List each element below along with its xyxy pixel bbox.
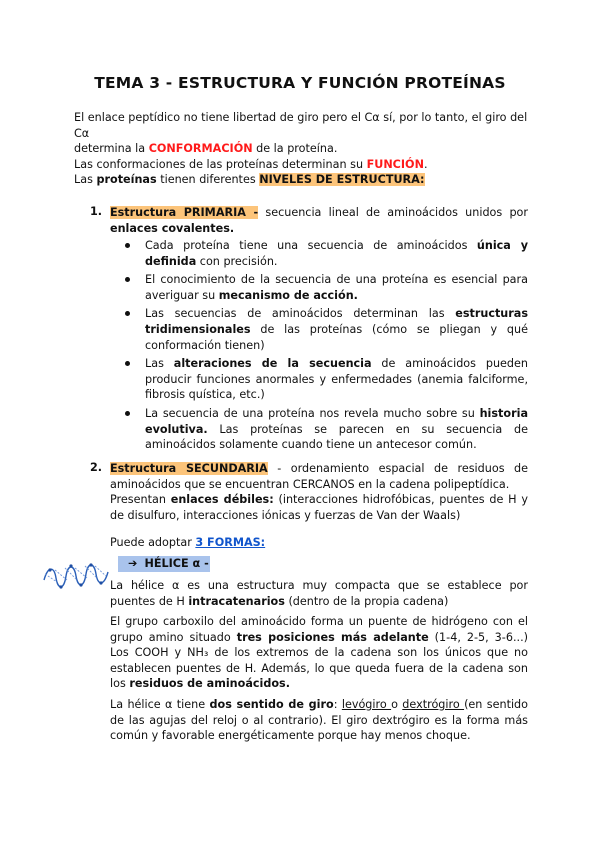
section-2-number: 2. (90, 461, 103, 474)
helix-heading (128, 556, 209, 572)
levogiro-term: levógiro (341, 698, 392, 711)
helix-title: HÉLICE α - (144, 557, 209, 570)
section-2-label: Estructura SECUNDARIA (110, 462, 268, 475)
intro-line-1: El enlace peptídico no tiene libertad de giro pero el Cα sí, por lo tanto, el giro del Cα (74, 111, 528, 140)
levels-highlight: NIVELES DE ESTRUCTURA: (259, 173, 425, 186)
dextrogiro-term: dextrógiro (402, 698, 465, 711)
list-item: Cada proteína tiene una secuencia de aminoácidos única y definida con precisión. (145, 238, 528, 269)
section-1-label: Estructura PRIMARIA - (110, 206, 259, 219)
forms-line: Puede adoptar 3 FORMAS: (110, 536, 266, 549)
bullet-icon (125, 311, 130, 316)
intro-paragraph: El enlace peptídico no tiene libertad de giro pero el Cα sí, por lo tanto, el giro del Cα determina la CONFORMACIÓN de la proteína. Las conformaciones de las proteínas determinan su FUNCIÓN. (74, 111, 528, 171)
list-item: Las secuencias de aminoácidos determinan las estructuras tridimensionales de las proteínas (cómo se pliegan y qué conformación tienen) (145, 306, 528, 353)
bullet-icon (125, 411, 130, 416)
bullet-icon (125, 243, 130, 248)
alpha-helix-icon (42, 560, 112, 592)
section-1-heading: Estructura PRIMARIA - secuencia lineal de aminoácidos unidos por enlaces covalentes. (110, 206, 528, 235)
arrow-icon: ➔ (128, 557, 138, 570)
list-item: La secuencia de una proteína nos revela mucho sobre su historia evolutiva. Las proteínas se parecen en su secuencia de aminoácidos solamente cuando tiene un antecesor común. (145, 406, 528, 453)
conformacion-keyword: CONFORMACIÓN (148, 142, 253, 156)
page-title: TEMA 3 - ESTRUCTURA Y FUNCIÓN PROTEÍNAS (94, 74, 506, 92)
helix-paragraph-1: La hélice α es una estructura muy compacta que se establece por puentes de H intracatenarios (dentro de la propia cadena) (110, 579, 528, 608)
helix-paragraph-3: La hélice α tiene dos sentido de giro: levógiro o dextrógiro (en sentido de las agujas del reloj o al contrario). El giro dextrógiro es la forma más común y favorable energéticamente porque hay menos choque. (110, 698, 529, 743)
list-item: El conocimiento de la secuencia de una proteína es esencial para averiguar su mecanismo de acción. (145, 272, 528, 303)
section-1-number: 1. (90, 205, 103, 218)
section-1-bullets (145, 238, 528, 456)
section-2-bonds: Presentan enlaces débiles: (interacciones hidrofóbicas, puentes de H y de disulfuro, interacciones iónicas y fuerzas de Van der Waals) (110, 493, 528, 522)
bullet-icon (125, 361, 130, 366)
levels-paragraph: Las proteínas tienen diferentes NIVELES DE ESTRUCTURA: (74, 173, 425, 186)
funcion-keyword: FUNCIÓN (366, 157, 424, 171)
bullet-icon (125, 277, 130, 282)
list-item: Las alteraciones de la secuencia de aminoácidos pueden producir funciones anormales y enfermedades (anemia falciforme, fibrosis quística, etc.) (145, 356, 528, 403)
section-2-heading: Estructura SECUNDARIA - ordenamiento espacial de residuos de aminoácidos que se encuentran CERCANOS en la cadena polipeptídica. (110, 462, 528, 491)
forms-link[interactable]: 3 FORMAS: (195, 536, 266, 549)
helix-paragraph-2: El grupo carboxilo del aminoácido forma un puente de hidrógeno con el grupo amino situado tres posiciones más adelante (1-4, 2-5, 3-6...) Los COOH y NH₃ de los extremos de la cadena son los únicos que no establecen puentes de H. Además, lo que queda fuera de la cadena son los residuos de aminoácidos. (110, 615, 528, 691)
